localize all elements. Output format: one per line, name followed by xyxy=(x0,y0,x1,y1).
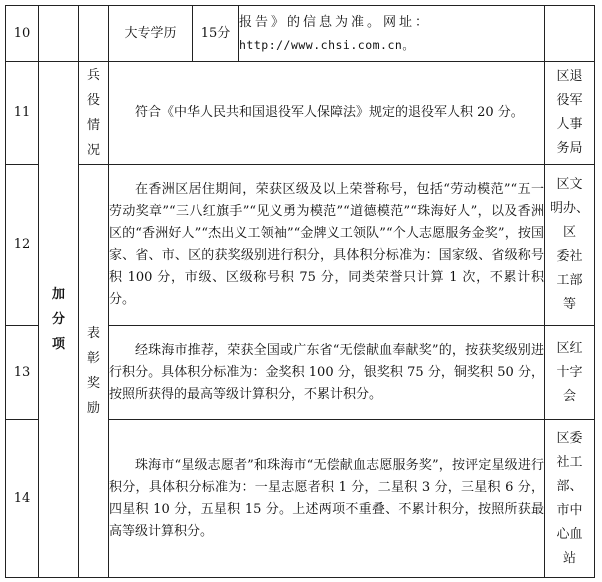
row-number: 12 xyxy=(6,165,39,326)
score-value: 15分 xyxy=(193,6,239,62)
criteria-line: 报告》的信息为准。网址： xyxy=(239,14,432,30)
education-level: 大专学历 xyxy=(109,6,193,62)
responsible-department: 区退 役军 人事 务局 xyxy=(545,62,595,165)
responsible-department: 区委 社工 部、 市中 心血 站 xyxy=(545,420,595,578)
commendation-label: 表 彰 奖 励 xyxy=(79,165,109,578)
criteria-text xyxy=(239,6,545,62)
responsible-department: 区红 十字 会 xyxy=(545,326,595,420)
criteria-text: 珠海市“星级志愿者”和珠海市“无偿献血志愿服务奖”，按评定星级进行积分，具体积分标准为：一星志愿者积 1 分，二星积 3 分，三星积 6 分，四星积 10 分，五星积 15 分。上述两项不重叠、不累计积分，按照所获最高等级计算积分。 xyxy=(109,420,545,578)
row-number: 13 xyxy=(6,326,39,420)
bonus-items-label: 加 分 项 xyxy=(39,62,79,578)
table-row xyxy=(6,6,595,62)
military-service-label: 兵 役 情 况 xyxy=(79,62,109,165)
table-row xyxy=(6,165,595,326)
row-number: 11 xyxy=(6,62,39,165)
row-number: 14 xyxy=(6,420,39,578)
empty-cell xyxy=(79,6,109,62)
points-table xyxy=(5,5,595,578)
website-url: http://www.chsi.com.cn。 xyxy=(239,37,415,52)
row-number: 10 xyxy=(6,6,39,62)
criteria-text: 在香洲区居住期间，荣获区级及以上荣誉称号，包括“劳动模范”“五一劳动奖章”“三八红旗手”“见义勇为模范”“道德模范”“珠海好人”，以及香洲区的“香洲好人”“杰出义工领袖”“金牌义工领队”“个人志愿服务金奖”，按国家、省、市、区的获奖级别进行积分，具体积分标准为：国家级、省级称号积 100 分，市级、区级称号积 75 分，同类荣誉只计算 1 次，不累计积分。 xyxy=(109,165,545,326)
empty-cell xyxy=(39,6,79,62)
empty-cell xyxy=(545,6,595,62)
responsible-department: 区文 明办、区 委社 工部 等 xyxy=(545,165,595,326)
criteria-text: 符合《中华人民共和国退役军人保障法》规定的退役军人积 20 分。 xyxy=(109,62,545,165)
criteria-text: 经珠海市推荐，荣获全国或广东省“无偿献血奉献奖”的，按获奖级别进行积分。具体积分标准为：金奖积 100 分，银奖积 75 分，铜奖积 50 分，按照所获得的最高等级计算积分，不累计积分。 xyxy=(109,326,545,420)
table-row xyxy=(6,62,595,165)
